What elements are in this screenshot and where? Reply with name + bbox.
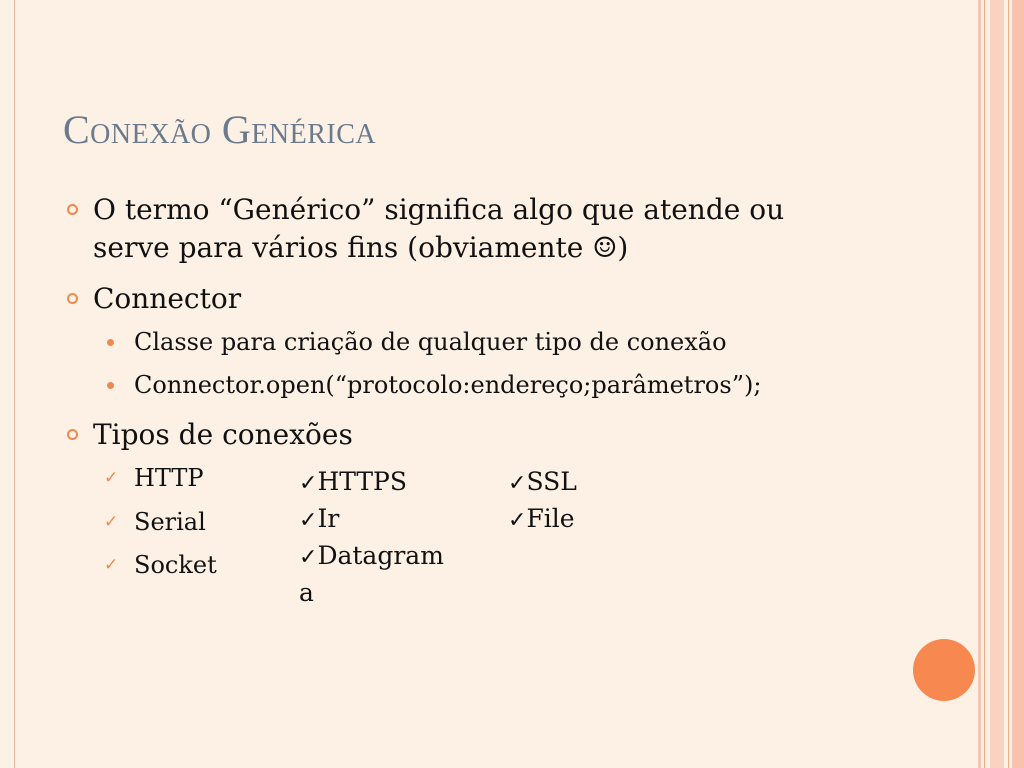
- sub-bullet-classe: [107, 326, 807, 360]
- check-icon: ✓: [508, 471, 527, 496]
- check-item-text: Socket: [134, 551, 217, 579]
- list-item: ✓Ir: [299, 504, 340, 533]
- check-icon: ✓: [104, 468, 119, 488]
- bullet-text-line1: O termo “Genérico” significa algo que atende ou: [93, 193, 785, 226]
- check-item-serial: [104, 506, 284, 540]
- sub-bullet-text: Connector.open(“protocolo:endereço;parâmetros”);: [134, 371, 762, 399]
- right-decorative-stripes: [978, 0, 1024, 768]
- bullet-circle-icon: [67, 429, 78, 440]
- bullet-connector: [63, 280, 363, 320]
- decorative-circle: [913, 639, 975, 701]
- bullet-circle-icon: [67, 204, 78, 215]
- list-item-wrap: a: [299, 578, 314, 607]
- list-item: ✓File: [508, 504, 575, 533]
- list-item: ✓HTTPS: [299, 467, 408, 496]
- check-item-http: [104, 462, 284, 496]
- bullet-text: Tipos de conexões: [93, 418, 353, 451]
- check-icon: ✓: [299, 471, 318, 496]
- bullet-generic: [63, 191, 863, 271]
- connection-types-column-3: [508, 464, 628, 538]
- list-item: ✓SSL: [508, 467, 577, 496]
- connection-types-column-2: [299, 464, 474, 610]
- slide-title: Conexão Genérica: [63, 107, 377, 152]
- check-icon: ✓: [299, 545, 318, 570]
- bullet-circle-icon: [67, 293, 78, 304]
- bullet-tipos: [63, 416, 383, 456]
- left-border-line: [14, 0, 15, 768]
- bullet-text: Connector: [93, 282, 242, 315]
- check-item-text: Serial: [134, 508, 206, 536]
- check-icon: ✓: [104, 555, 119, 575]
- bullet-dot-icon: [107, 339, 114, 346]
- check-item-text: HTTP: [134, 464, 204, 492]
- check-item-socket: [104, 549, 284, 583]
- bullet-dot-icon: [107, 382, 114, 389]
- sub-bullet-open: [107, 369, 827, 403]
- check-icon: ✓: [508, 508, 527, 533]
- bullet-text-line2: serve para vários fins (obviamente ☺): [93, 231, 629, 264]
- sub-bullet-text: Classe para criação de qualquer tipo de conexão: [134, 328, 727, 356]
- list-item: ✓Datagram: [299, 541, 444, 570]
- check-icon: ✓: [299, 508, 318, 533]
- check-icon: ✓: [104, 512, 119, 532]
